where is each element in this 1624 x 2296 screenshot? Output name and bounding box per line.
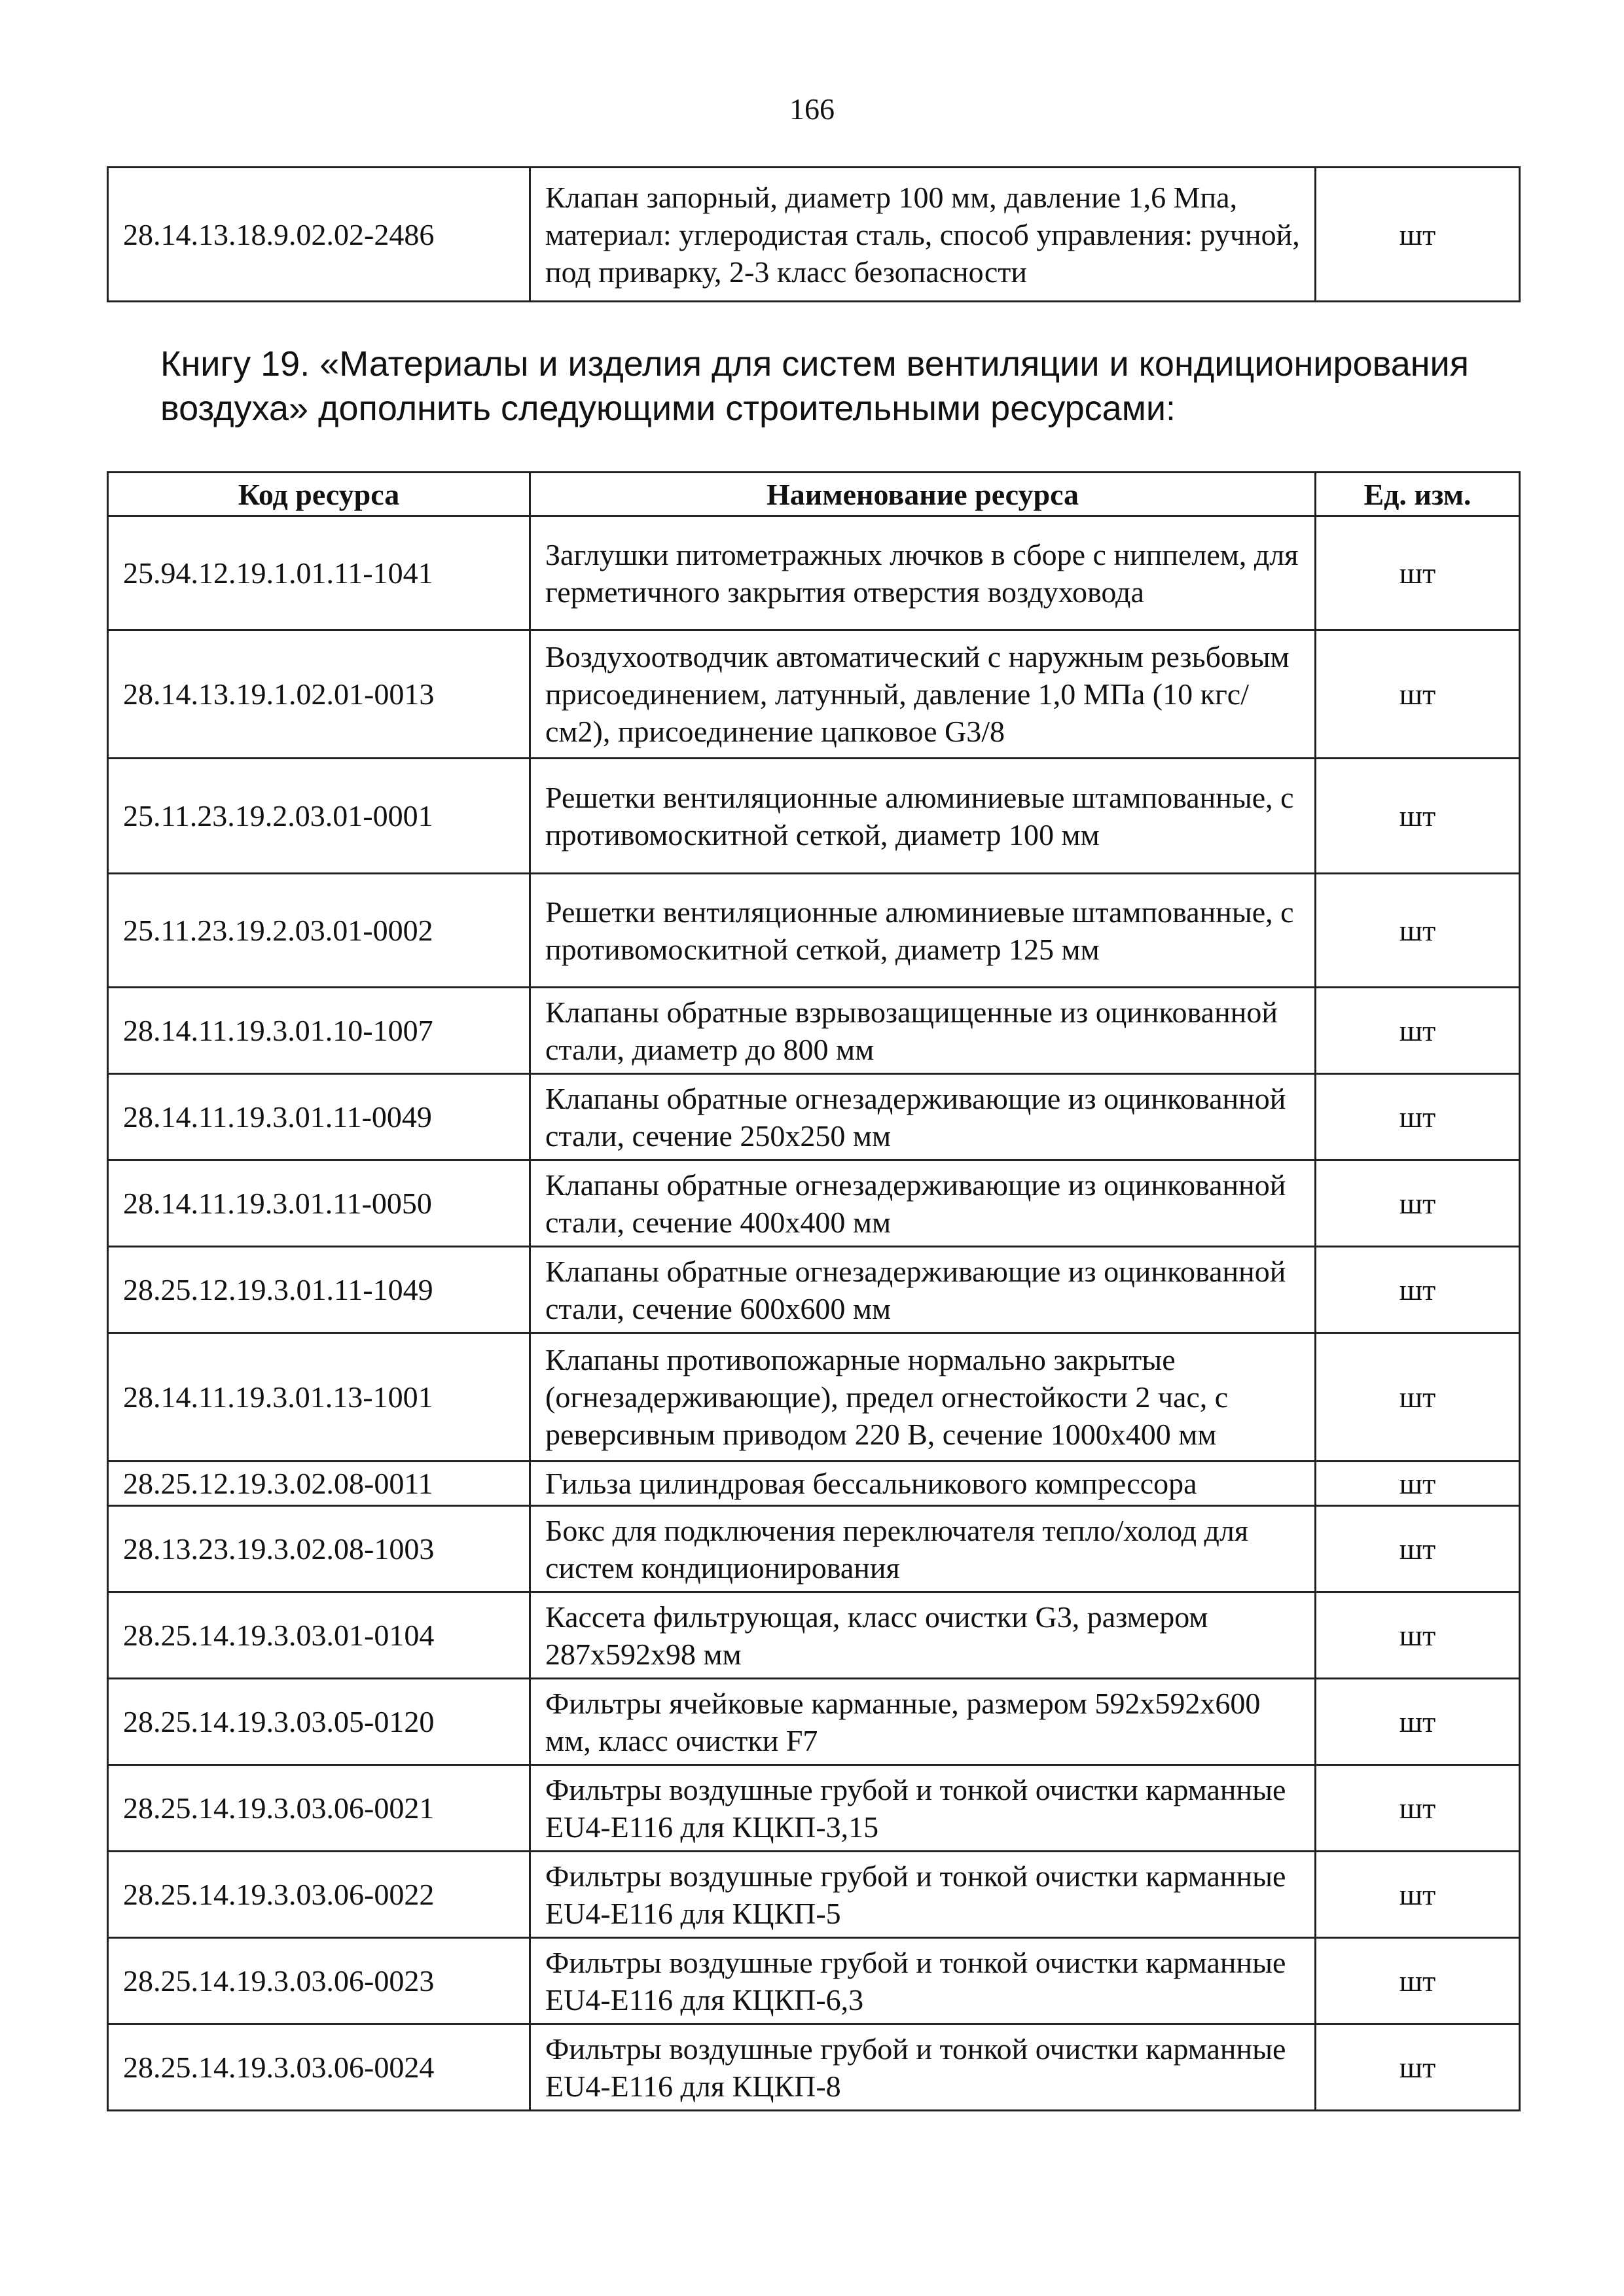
- table-row: [108, 1938, 1520, 2024]
- resource-unit: шт: [1316, 2024, 1520, 2111]
- table-row: [108, 516, 1520, 630]
- main-table-body: [108, 516, 1520, 2111]
- resource-name: Клапаны противопожарные нормально закрытые (огнезадерживающие), предел огнестойкости 2 час, с реверсивным приводом 220 В, сечение 1000х400 мм: [530, 1333, 1316, 1462]
- resource-unit: шт: [1316, 988, 1520, 1074]
- resource-code: 28.25.14.19.3.03.06-0024: [108, 2024, 530, 2111]
- resource-unit: шт: [1316, 874, 1520, 988]
- table-row: [108, 759, 1520, 874]
- table-row: [108, 1160, 1520, 1247]
- table-row: [108, 1074, 1520, 1160]
- resource-code: 28.25.14.19.3.03.05-0120: [108, 1679, 530, 1765]
- table-row: [108, 1247, 1520, 1333]
- resource-code: 28.25.14.19.3.03.01-0104: [108, 1592, 530, 1679]
- resource-unit: шт: [1316, 1506, 1520, 1592]
- table-row: [108, 1852, 1520, 1938]
- header-code: Код ресурса: [108, 473, 530, 516]
- resource-unit: шт: [1316, 1247, 1520, 1333]
- resource-code: 28.14.11.19.3.01.10-1007: [108, 988, 530, 1074]
- table-row: [108, 630, 1520, 759]
- resource-unit: шт: [1316, 1462, 1520, 1506]
- header-name: Наименование ресурса: [530, 473, 1316, 516]
- resource-code: 25.94.12.19.1.01.11-1041: [108, 516, 530, 630]
- table-row: [108, 2024, 1520, 2111]
- resource-code: 25.11.23.19.2.03.01-0002: [108, 874, 530, 988]
- resource-unit: шт: [1316, 1333, 1520, 1462]
- resource-code: 28.13.23.19.3.02.08-1003: [108, 1506, 530, 1592]
- section-heading: Книгу 19. «Материалы и изделия для систем вентиляции и кондиционирования воздуха» дополнить следующими строительными ресурсами:: [160, 344, 1469, 428]
- resource-code: 28.25.14.19.3.03.06-0022: [108, 1852, 530, 1938]
- resource-name: Клапаны обратные огнезадерживающие из оцинкованной стали, сечение 250х250 мм: [530, 1074, 1316, 1160]
- top-table-body: [108, 168, 1520, 302]
- table-row: [108, 1679, 1520, 1765]
- resource-name: Воздухоотводчик автоматический с наружным резьбовым присоединением, латунный, давление 1,0 МПа (10 кгс/см2), присоединение цапковое G3/8: [530, 630, 1316, 759]
- resource-name: Клапаны обратные огнезадерживающие из оцинкованной стали, сечение 600х600 мм: [530, 1247, 1316, 1333]
- resource-name: Заглушки питометражных лючков в сборе с ниппелем, для герметичного закрытия отверстия воздуховода: [530, 516, 1316, 630]
- resource-name: Фильтры воздушные грубой и тонкой очистки карманные EU4-E116 для КЦКП-3,15: [530, 1765, 1316, 1852]
- resource-unit: шт: [1316, 1160, 1520, 1247]
- resource-unit: шт: [1316, 759, 1520, 874]
- resource-code: 28.25.12.19.3.01.11-1049: [108, 1247, 530, 1333]
- resource-code: 28.25.14.19.3.03.06-0023: [108, 1938, 530, 2024]
- table-header-row: [108, 473, 1520, 516]
- resource-name: Фильтры воздушные грубой и тонкой очистки карманные EU4-E116 для КЦКП-5: [530, 1852, 1316, 1938]
- resource-code: 28.14.11.19.3.01.11-0050: [108, 1160, 530, 1247]
- table-row: [108, 168, 1520, 302]
- resource-code: 25.11.23.19.2.03.01-0001: [108, 759, 530, 874]
- resource-unit: шт: [1316, 630, 1520, 759]
- resource-name: Бокс для подключения переключателя тепло/холод для систем кондиционирования: [530, 1506, 1316, 1592]
- resource-name: Решетки вентиляционные алюминиевые штампованные, с противомоскитной сеткой, диаметр 125 мм: [530, 874, 1316, 988]
- resource-name: Решетки вентиляционные алюминиевые штампованные, с противомоскитной сеткой, диаметр 100 мм: [530, 759, 1316, 874]
- resource-unit: шт: [1316, 516, 1520, 630]
- resource-unit: шт: [1316, 1592, 1520, 1679]
- resource-unit: шт: [1316, 1765, 1520, 1852]
- resource-code: 28.14.13.18.9.02.02-2486: [108, 168, 530, 302]
- header-unit: Ед. изм.: [1316, 473, 1520, 516]
- main-resource-table: [107, 471, 1521, 2111]
- resource-name: Клапаны обратные огнезадерживающие из оцинкованной стали, сечение 400х400 мм: [530, 1160, 1316, 1247]
- table-row: [108, 1462, 1520, 1506]
- resource-code: 28.14.13.19.1.02.01-0013: [108, 630, 530, 759]
- resource-unit: шт: [1316, 1679, 1520, 1765]
- table-row: [108, 1333, 1520, 1462]
- resource-code: 28.25.12.19.3.02.08-0011: [108, 1462, 530, 1506]
- resource-name: Кассета фильтрующая, класс очистки G3, размером 287х592х98 мм: [530, 1592, 1316, 1679]
- top-resource-table: [107, 166, 1521, 302]
- resource-name: Фильтры ячейковые карманные, размером 592х592х600 мм, класс очистки F7: [530, 1679, 1316, 1765]
- resource-code: 28.14.11.19.3.01.11-0049: [108, 1074, 530, 1160]
- resource-code: 28.25.14.19.3.03.06-0021: [108, 1765, 530, 1852]
- table-row: [108, 1506, 1520, 1592]
- resource-name: Клапаны обратные взрывозащищенные из оцинкованной стали, диаметр до 800 мм: [530, 988, 1316, 1074]
- resource-unit: шт: [1316, 1938, 1520, 2024]
- resource-unit: шт: [1316, 1074, 1520, 1160]
- table-row: [108, 1592, 1520, 1679]
- resource-name: Гильза цилиндровая бессальникового компрессора: [530, 1462, 1316, 1506]
- table-row: [108, 874, 1520, 988]
- table-row: [108, 988, 1520, 1074]
- resource-unit: шт: [1316, 168, 1520, 302]
- resource-unit: шт: [1316, 1852, 1520, 1938]
- resource-name: Фильтры воздушные грубой и тонкой очистки карманные EU4-E116 для КЦКП-6,3: [530, 1938, 1316, 2024]
- page-number: 166: [789, 92, 835, 126]
- table-row: [108, 1765, 1520, 1852]
- resource-name: Клапан запорный, диаметр 100 мм, давление 1,6 Мпа, материал: углеродистая сталь, способ управления: ручной, под приварку, 2-3 класс безопасности: [530, 168, 1316, 302]
- resource-name: Фильтры воздушные грубой и тонкой очистки карманные EU4-E116 для КЦКП-8: [530, 2024, 1316, 2111]
- resource-code: 28.14.11.19.3.01.13-1001: [108, 1333, 530, 1462]
